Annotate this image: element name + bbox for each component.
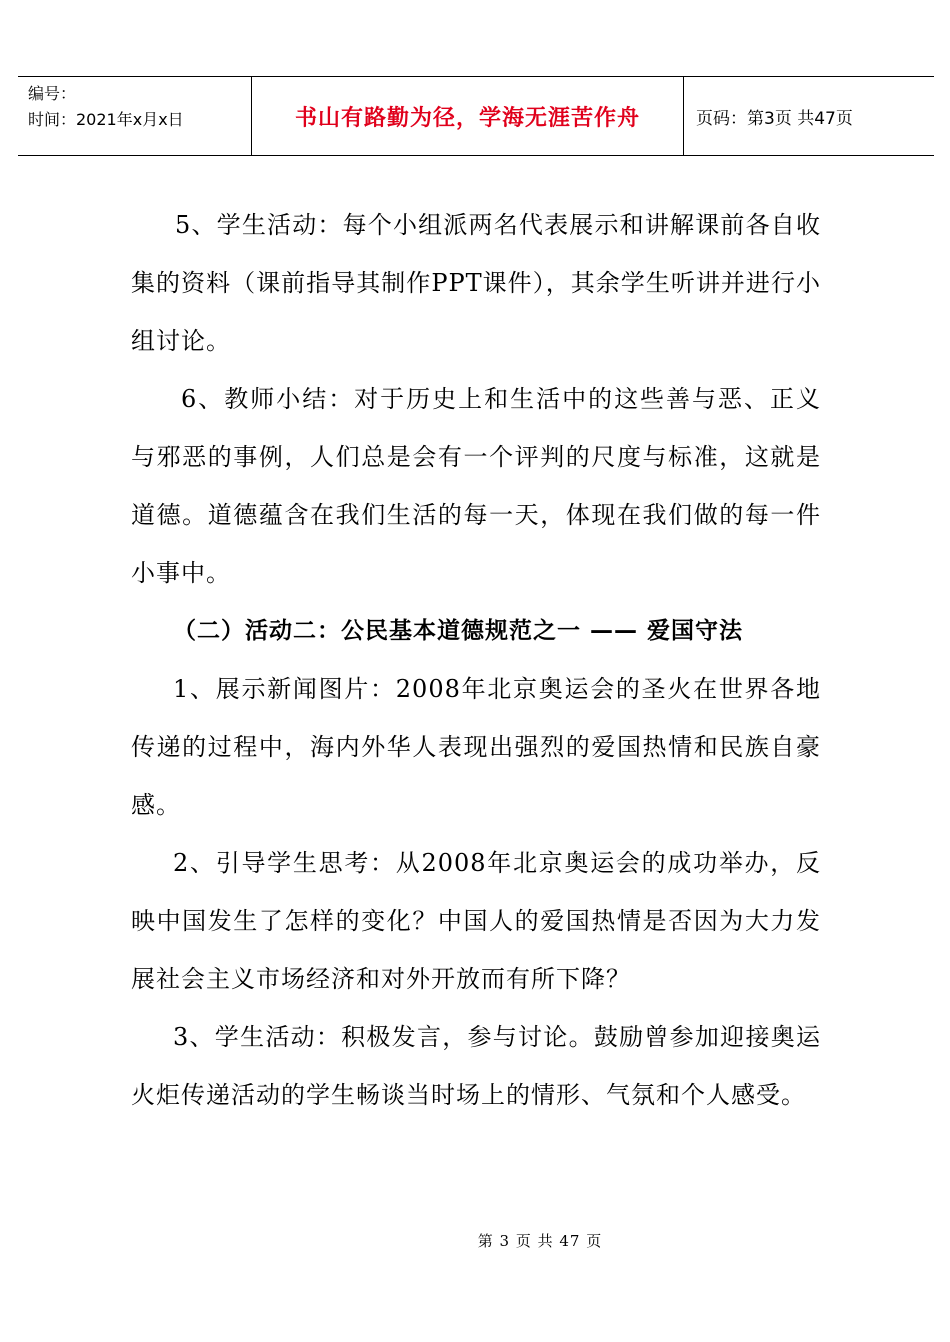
page-footer: [0, 1230, 950, 1251]
paragraph-teacher-summary-6: 6、教师小结：对于历史上和生活中的这些善与恶、正义与邪恶的事例，人们总是会有一个评判的尺度与标准，这就是道德。道德蕴含在我们生活的每一天，体现在我们做的每一件小事中。: [131, 385, 821, 587]
document-time-label: 时间：2021年x月x日: [28, 110, 184, 129]
footer-page-number: 第 3 页 共 47 页: [477, 1232, 603, 1250]
document-number-label: 编号：: [28, 84, 77, 103]
paragraph-news-images-1: 1、展示新闻图片：2008年北京奥运会的圣火在世界各地传递的过程中，海内外华人表现出强烈的爱国热情和民族自豪感。: [131, 675, 821, 819]
paragraph-student-activity-3: 3、学生活动：积极发言，参与讨论。鼓励曾参加迎接奥运火炬传递活动的学生畅谈当时场上的情形、气氛和个人感受。: [131, 1023, 821, 1109]
document-header: [18, 76, 934, 156]
header-motto: 书山有路勤为径，学海无涯苦作舟: [252, 77, 684, 155]
header-meta: [18, 77, 252, 155]
paragraph-guide-thinking-2: 2、引导学生思考：从2008年北京奥运会的成功举办，反映中国发生了怎样的变化？中国人的爱国热情是否因为大力发展社会主义市场经济和对外开放而有所下降？: [131, 849, 821, 993]
header-page-info: 页码：第3页 共47页: [696, 108, 853, 129]
section-title-activity-2: （二）活动二：公民基本道德规范之一 —— 爱国守法: [173, 618, 744, 644]
document-body: [131, 196, 821, 1124]
paragraph-student-activity-5: 5、学生活动：每个小组派两名代表展示和讲解课前各自收集的资料（课前指导其制作PPT课件），其余学生听讲并进行小组讨论。: [131, 211, 821, 355]
